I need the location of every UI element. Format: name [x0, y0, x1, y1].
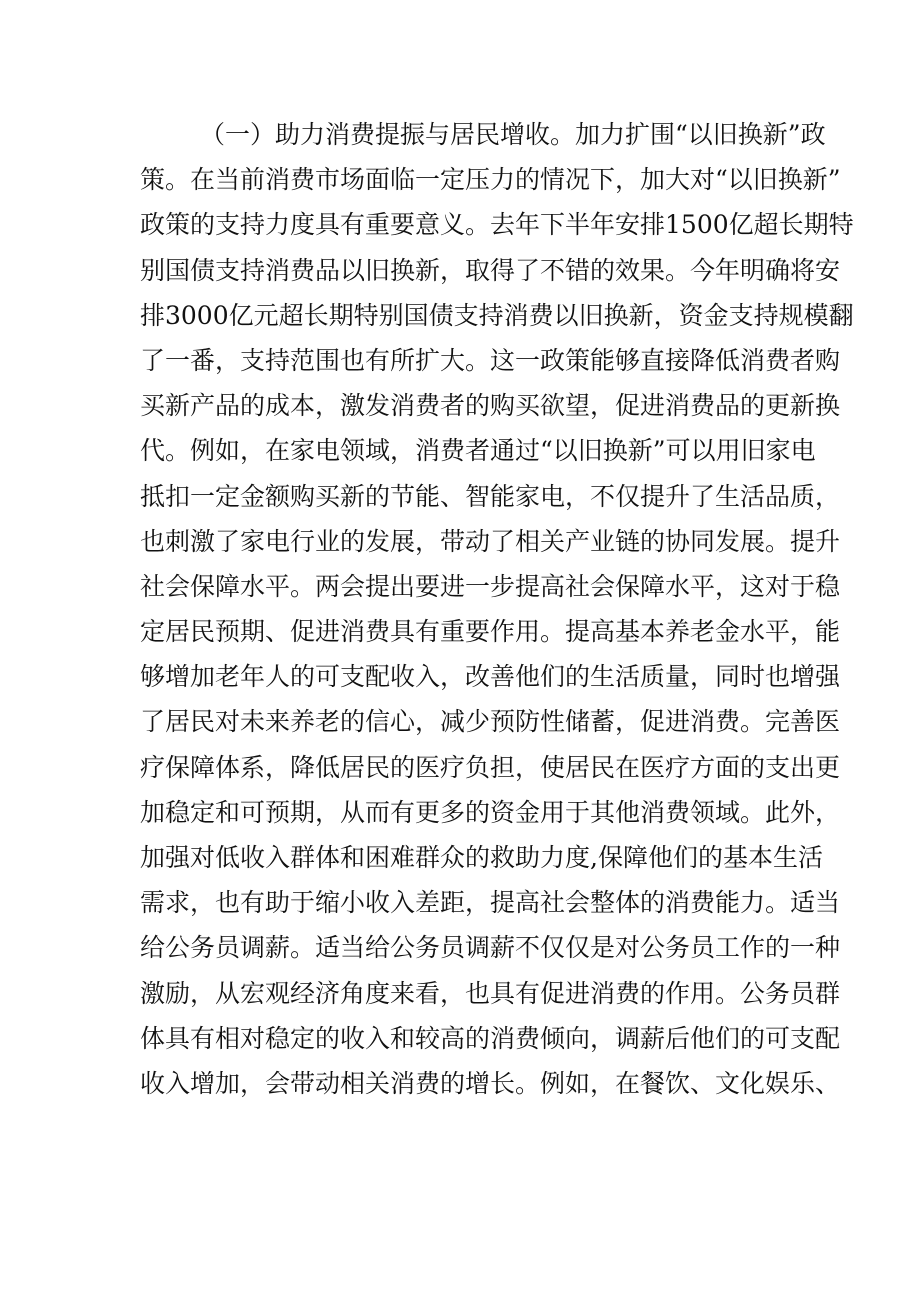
text-line: 了一番，支持范围也有所扩大。这一政策能够直接降低消费者购: [140, 345, 841, 375]
text-line: 政策的支持力度具有重要意义。去年下半年安排1500亿超长期特: [140, 210, 854, 240]
text-line: 激励，从宏观经济角度来看，也具有促进消费的作用。公务员群: [140, 978, 841, 1008]
text-line: 策。在当前消费市场面临一定压力的情况下，加大对“以旧换新”: [140, 165, 841, 195]
text-line: 收入增加，会带动相关消费的增长。例如，在餐饮、文化娱乐、: [140, 1068, 841, 1098]
text-line: 给公务员调薪。适当给公务员调薪不仅仅是对公务员工作的一种: [140, 933, 841, 963]
text-line: 够增加老年人的可支配收入，改善他们的生活质量，同时也增强: [140, 662, 841, 692]
text-line: 也刺激了家电行业的发展，带动了相关产业链的协同发展。提升: [140, 526, 841, 556]
text-line: （一）助力消费提振与居民增收。加力扩围“以旧换新”政: [200, 120, 826, 149]
text-line: 加强对低收入群体和困难群众的救助力度,保障他们的基本生活: [140, 843, 823, 872]
body-paragraph: [140, 112, 854, 1106]
text-line: 社会保障水平。两会提出要进一步提高社会保障水平，这对于稳: [140, 571, 841, 601]
text-line: 体具有相对稳定的收入和较高的消费倾向，调薪后他们的可支配: [140, 1023, 841, 1053]
text-line: 疗保障体系，降低居民的医疗负担，使居民在医疗方面的支出更: [140, 752, 841, 782]
text-line: 定居民预期、促进消费具有重要作用。提高基本养老金水平，能: [140, 617, 841, 647]
text-line: 排3000亿元超长期特别国债支持消费以旧换新，资金支持规模翻: [140, 300, 854, 330]
text-line: 需求，也有助于缩小收入差距，提高社会整体的消费能力。适当: [140, 888, 841, 918]
text-line: 加稳定和可预期，从而有更多的资金用于其他消费领域。此外，: [140, 797, 841, 827]
text-line: 了居民对未来养老的信心，减少预防性储蓄，促进消费。完善医: [140, 707, 841, 737]
text-line: 抵扣一定金额购买新的节能、智能家电，不仅提升了生活品质，: [140, 481, 841, 511]
text-line: 别国债支持消费品以旧换新，取得了不错的效果。今年明确将安: [140, 255, 841, 285]
text-line: 买新产品的成本，激发消费者的购买欲望，促进消费品的更新换: [140, 391, 841, 421]
text-line: 代。例如，在家电领域，消费者通过“以旧换新”可以用旧家电: [140, 436, 816, 466]
